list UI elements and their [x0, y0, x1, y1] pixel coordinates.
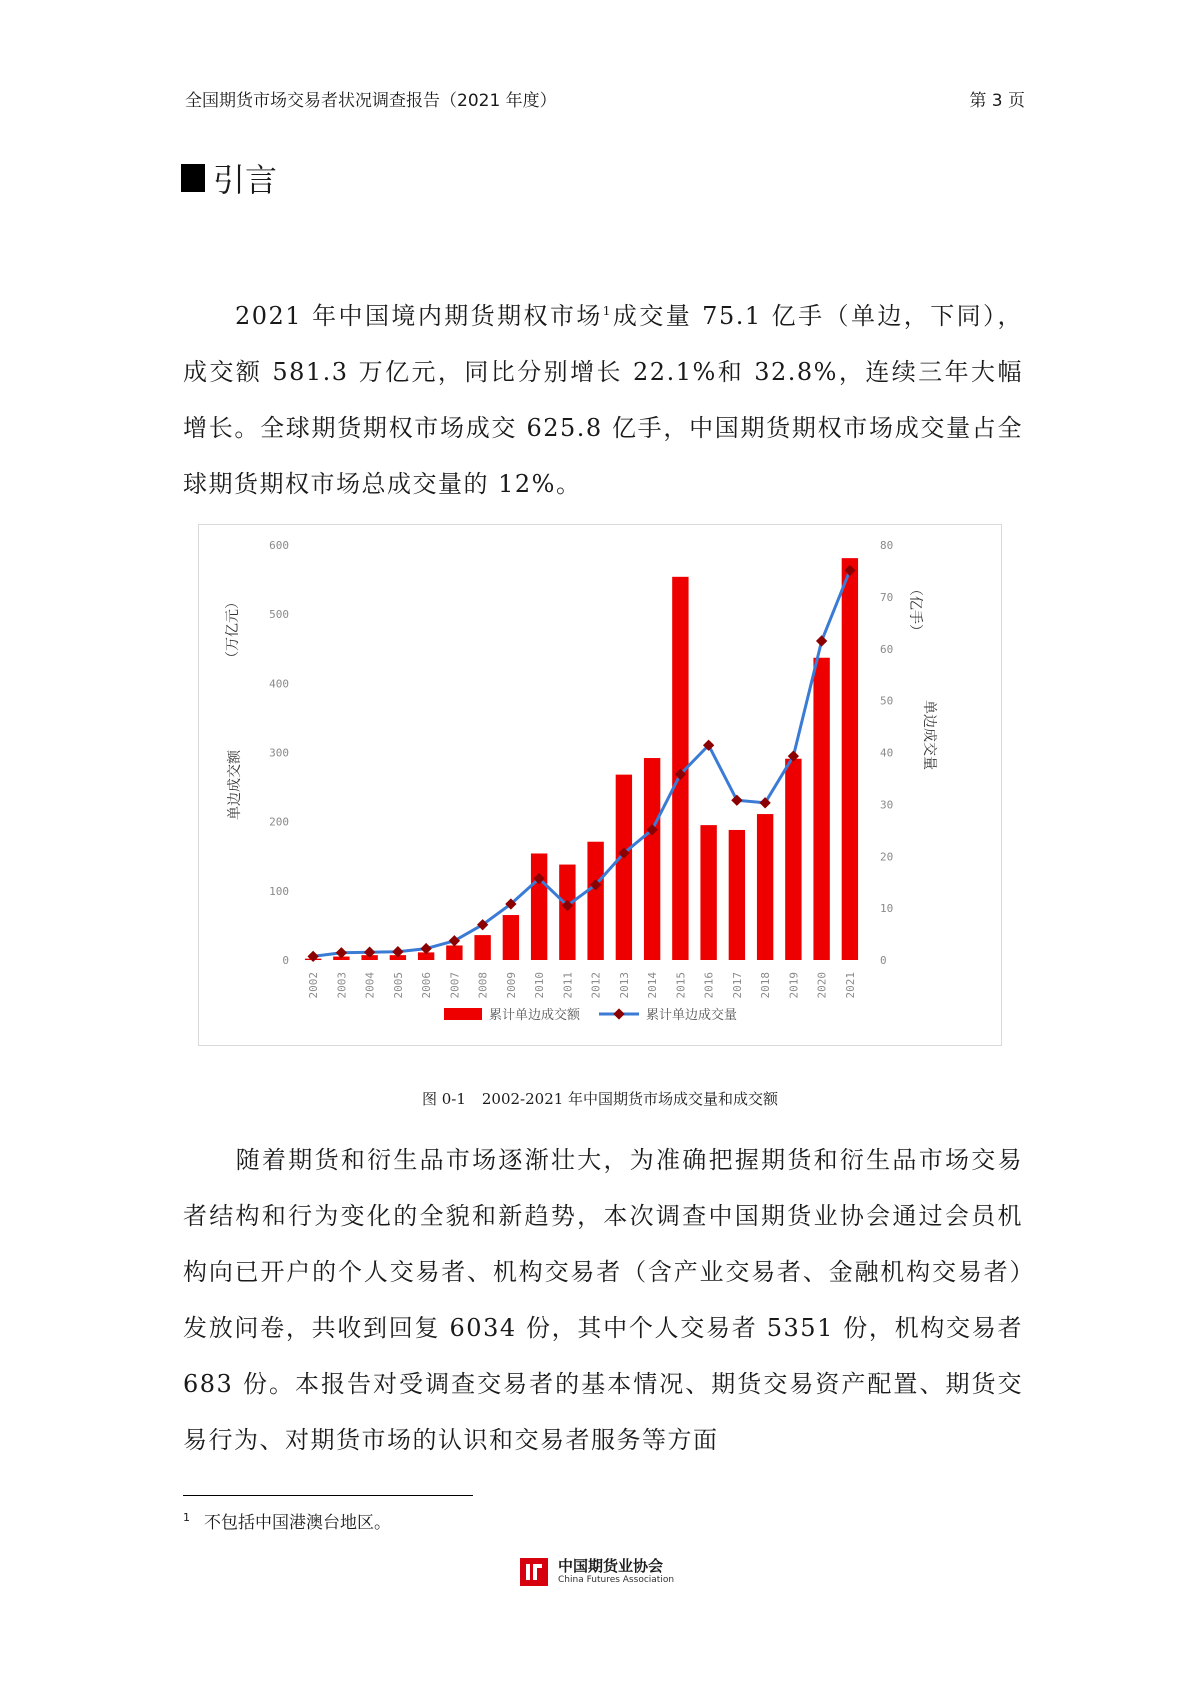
y2-tick-label: 10 [880, 902, 894, 916]
bar [757, 814, 773, 960]
x-tick-label: 2017 [730, 972, 744, 999]
x-tick-label: 2010 [533, 972, 547, 999]
x-tick-label: 2016 [702, 972, 716, 999]
section-heading [181, 158, 277, 198]
legend-bar-label: 累计单边成交额 [489, 1008, 581, 1023]
figure-caption [0, 1088, 1200, 1109]
logo-name-en: China Futures Association [558, 1575, 675, 1585]
y-tick-label: 400 [269, 677, 289, 691]
x-tick-label: 2012 [589, 972, 603, 999]
legend-line-label: 累计单边成交量 [646, 1008, 738, 1023]
y2-tick-label: 30 [880, 798, 894, 812]
x-tick-label: 2014 [646, 972, 660, 999]
x-tick-label: 2004 [363, 972, 377, 999]
footnote-text: 不包括中国港澳台地区。 [204, 1513, 391, 1533]
association-logo [520, 1556, 674, 1588]
y-axis-label: 单边成交额 [227, 750, 243, 820]
y-axis-unit: （万亿元） [225, 595, 241, 665]
x-tick-label: 2009 [504, 972, 518, 999]
bar [813, 658, 829, 960]
bar [503, 915, 519, 960]
x-tick-label: 2007 [448, 972, 462, 999]
line-point [816, 635, 827, 646]
y2-tick-label: 70 [880, 590, 894, 604]
footnote-mark: 1 [183, 1511, 190, 1525]
volume-turnover-chart [199, 525, 1001, 1045]
figure-caption-text: 2002-2021 年中国期货市场成交量和成交额 [481, 1090, 779, 1108]
y2-tick-label: 40 [880, 746, 894, 760]
bar [474, 935, 490, 960]
footnote-divider [183, 1495, 473, 1496]
bar [616, 775, 632, 960]
page-number: 第 3 页 [969, 91, 1025, 111]
bar [446, 945, 462, 960]
x-tick-label: 2003 [335, 972, 349, 999]
footnote-ref[interactable]: 1 [602, 304, 612, 318]
legend-bar-swatch [444, 1008, 482, 1020]
x-tick-label: 2006 [420, 972, 434, 999]
x-tick-label: 2002 [307, 972, 321, 999]
y2-axis-label: 单边成交量 [921, 700, 937, 770]
bar [587, 842, 603, 960]
bar [559, 865, 575, 960]
report-title: 全国期货市场交易者状况调查报告（2021 年度） [185, 91, 557, 111]
y-tick-label: 200 [269, 815, 289, 829]
intro-text-rest: 成交量 75.1 亿手（单边，下同），成交额 581.3 万亿元，同比分别增长 22.1%和 32.8%，连续三年大幅增长。全球期货期权市场成交 625.8 亿手，中国期货期权市场成交量占全球期货期权市场总成交量的 12%。 [183, 302, 1023, 498]
heading-square-marker [181, 164, 205, 192]
x-tick-label: 2013 [617, 972, 631, 999]
bar [531, 853, 547, 960]
x-tick-label: 2018 [759, 972, 773, 999]
x-tick-label: 2020 [815, 972, 829, 999]
line-point [307, 951, 318, 962]
figure-label: 图 0-1 [421, 1090, 466, 1108]
bar [644, 758, 660, 960]
y2-tick-label: 80 [880, 539, 894, 552]
bar [729, 830, 745, 960]
y-tick-label: 600 [269, 539, 289, 552]
x-tick-label: 2011 [561, 972, 575, 999]
bar [785, 759, 801, 960]
x-tick-label: 2021 [843, 972, 857, 999]
line-point [731, 795, 742, 806]
bar [700, 825, 716, 960]
survey-text: 随着期货和衍生品市场逐渐壮大，为准确把握期货和衍生品市场交易者结构和行为变化的全貌和新趋势，本次调查中国期货业协会通过会员机构向已开户的个人交易者、机构交易者（含产业交易者、金融机构交易者）发放问卷，共收到回复 6034 份，其中个人交易者 5351 份，机构交易者 683 份。本报告对受调查交易者的基本情况、期货交易资产配置、期货交易行为、对期货市场的认识和交易者服务等方面 [183, 1146, 1023, 1454]
y-tick-label: 0 [282, 954, 289, 967]
y-tick-label: 300 [269, 746, 289, 760]
logo-name-cn: 中国期货业协会 [558, 1557, 664, 1575]
x-tick-label: 2015 [674, 972, 688, 999]
y2-tick-label: 50 [880, 694, 894, 708]
cfa-logo-icon [520, 1558, 548, 1586]
footnote [183, 1508, 391, 1533]
section-title: 引言 [213, 161, 278, 199]
intro-paragraph [183, 288, 1023, 512]
chart-frame [198, 524, 1002, 1046]
bar [842, 558, 858, 960]
y-tick-label: 500 [269, 608, 289, 622]
x-tick-label: 2019 [787, 972, 801, 999]
y-tick-label: 100 [269, 884, 289, 898]
survey-paragraph [183, 1132, 1023, 1468]
x-tick-label: 2008 [476, 972, 490, 999]
y2-tick-label: 0 [880, 954, 887, 967]
legend-line-marker [613, 1008, 624, 1019]
x-tick-label: 2005 [391, 972, 405, 999]
y2-tick-label: 20 [880, 850, 894, 864]
y2-tick-label: 60 [880, 642, 894, 656]
intro-text-start: 2021 年中国境内期货期权市场 [235, 302, 603, 330]
page-header [185, 86, 1025, 110]
y2-axis-unit: （亿手） [907, 582, 923, 638]
